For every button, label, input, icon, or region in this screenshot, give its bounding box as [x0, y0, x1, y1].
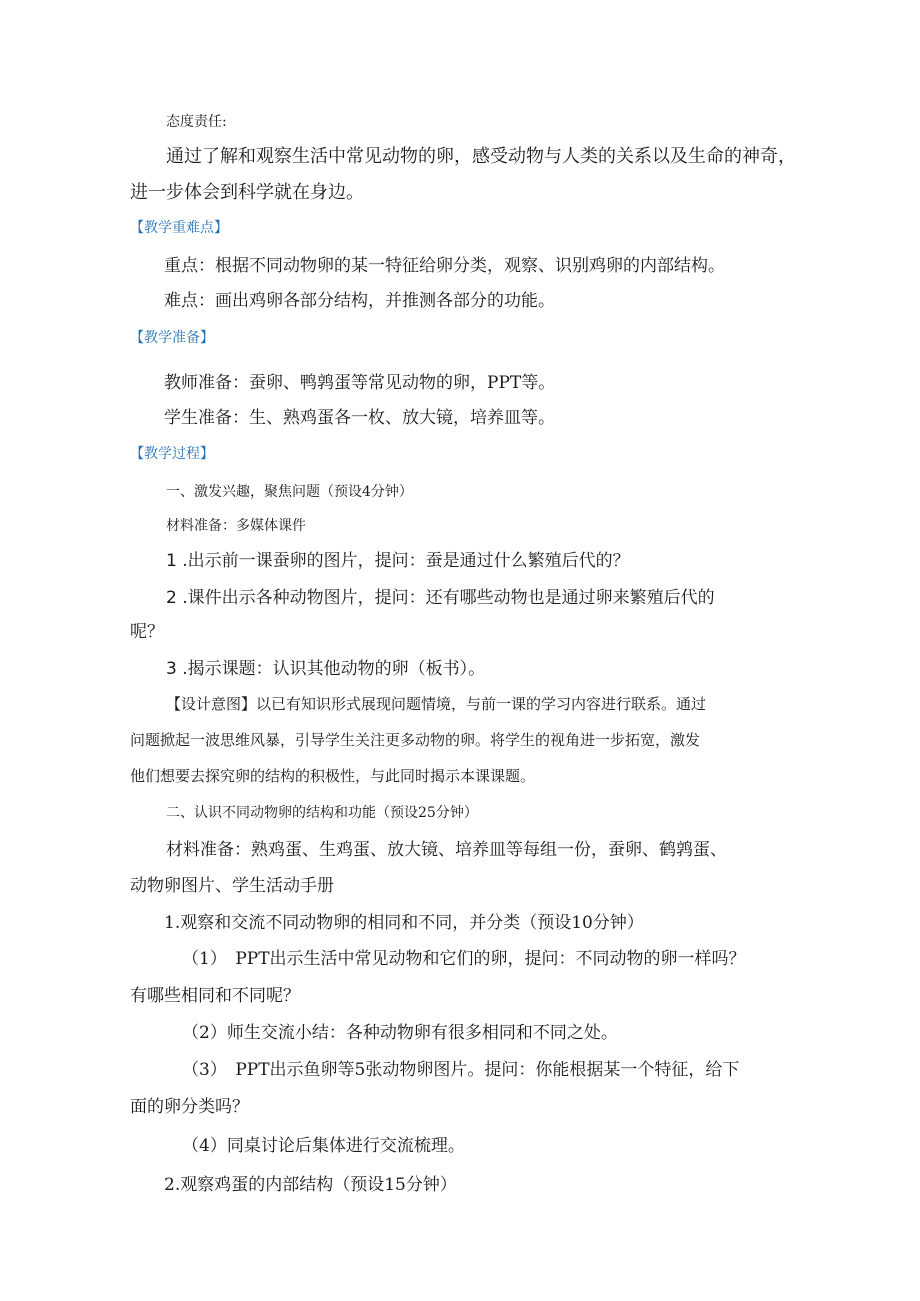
key-points-heading: 【教学重难点】 [130, 220, 228, 236]
part1-step3: 3 .揭示课题：认识其他动物的卵（板书）。 [166, 659, 486, 679]
part2-item1-line1: （1） PPT出示生活中常见动物和它们的卵，提问：不同动物的卵一样吗？ [182, 949, 746, 969]
part1-materials: 材料准备：多媒体课件 [166, 518, 306, 534]
part2-title: 二、认识不同动物卵的结构和功能（预设25分钟） [166, 805, 478, 821]
part1-step2-line2: 呢？ [130, 622, 164, 642]
part2-materials-line1: 材料准备：熟鸡蛋、生鸡蛋、放大镜、培养皿等每组一份，蚕卵、鹤鹑蛋、 [166, 840, 727, 860]
part1-step1: 1 .出示前一课蚕卵的图片，提问：蚕是通过什么繁殖后代的？ [166, 551, 630, 571]
part1-step2-line1: 2 .课件出示各种动物图片，提问：还有哪些动物也是通过卵来繁殖后代的 [166, 588, 715, 608]
attitude-text-line2: 进一步体会到科学就在身边。 [130, 182, 364, 203]
part2-materials-line2: 动物卵图片、学生活动手册 [130, 876, 334, 896]
part2-sub2: 2.观察鸡蛋的内部结构（预设15分钟） [164, 1175, 457, 1195]
attitude-label: 态度责任: [166, 114, 227, 130]
part2-item2: （2）师生交流小结：各种动物卵有很多相同和不同之处。 [182, 1023, 618, 1043]
design-intent-line1: 【设计意图】以已有知识形式展现问题情境，与前一课的学习内容进行联系。通过 [166, 695, 707, 713]
design-intent-line2: 问题掀起一波思维风暴，引导学生关注更多动物的卵。将学生的视角进一步拓宽，激发 [130, 731, 701, 749]
key-point-difficulty: 难点：画出鸡卵各部分结构，并推测各部分的功能。 [164, 291, 555, 311]
part2-item3-line2: 面的卵分类吗？ [130, 1097, 249, 1117]
process-heading: 【教学过程】 [130, 446, 214, 462]
part2-sub1: 1.观察和交流不同动物卵的相同和不同，并分类（预设10分钟） [164, 913, 644, 933]
part2-item4: （4）同桌讨论后集体进行交流梳理。 [182, 1136, 465, 1156]
part1-title: 一、激发兴趣，聚焦问题（预设4分钟） [166, 484, 413, 500]
part2-item3-line1: （3） PPT出示鱼卵等5张动物卵图片。提问：你能根据某一个特征，给下 [182, 1060, 740, 1080]
preparation-heading: 【教学准备】 [130, 330, 214, 346]
student-preparation: 学生准备：生、熟鸡蛋各一枚、放大镜，培养皿等。 [164, 408, 555, 428]
design-intent-line3: 他们想要去探究卵的结构的积极性，与此同时揭示本课课题。 [130, 767, 536, 785]
attitude-text-line1: 通过了解和观察生活中常见动物的卵，感受动物与人类的关系以及生命的神奇， [166, 146, 796, 167]
part2-item1-line2: 有哪些相同和不同呢？ [130, 986, 300, 1006]
teacher-preparation: 教师准备：蚕卵、鸭鹑蛋等常见动物的卵，PPT等。 [164, 373, 556, 393]
key-point-focus: 重点：根据不同动物卵的某一特征给卵分类，观察、识别鸡卵的内部结构。 [164, 256, 725, 276]
